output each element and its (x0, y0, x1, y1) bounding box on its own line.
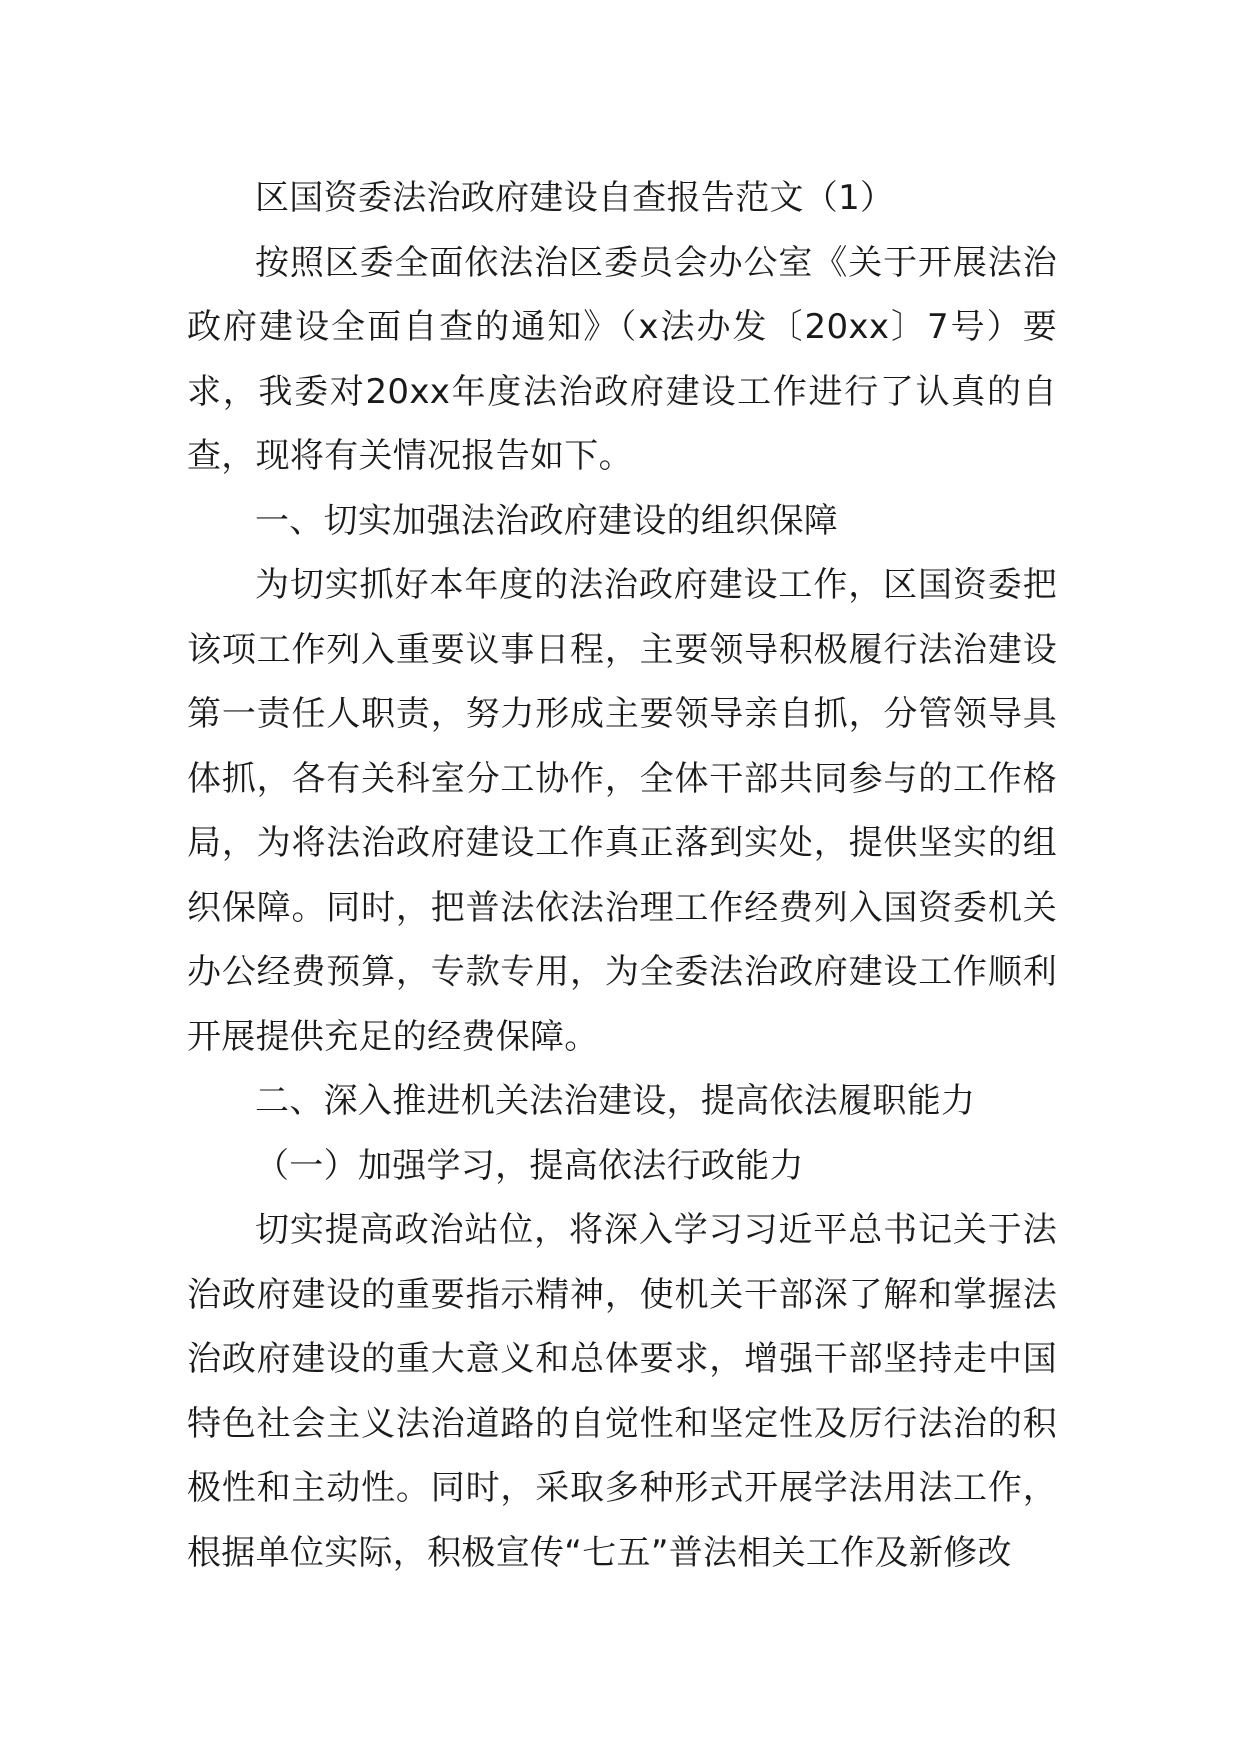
subsection-heading-1: （一）加强学习，提高依法行政能力 (255, 1145, 804, 1186)
section-heading-1: 一、切实加强法治政府建设的组织保障 (255, 500, 839, 541)
paragraph-organization: 为切实抓好本年度的法治政府建设工作，区国资委把该项工作列入重要议事日程，主要领导积极履行法治建设第一责任人职责，努力形成主要领导亲自抓，分管领导具体抓，各有关科室分工协作，全体干部共同参与的工作格局，为将法治政府建设工作真正落到实处，提供坚实的组织保障。同时，把普法依法治理工作经费列入国资委机关办公经费预算，专款专用，为全委法治政府建设工作顺利开展提供充足的经费保障。 (187, 565, 1057, 1057)
document-title: 区国资委法治政府建设自查报告范文（1） (255, 178, 895, 218)
paragraph-intro: 按照区委全面依法治区委员会办公室《关于开展法治政府建设全面自查的通知》（x法办发〔20xx〕7号）要求，我委对20xx年度法治政府建设工作进行了认真的自查，现将有关情况报告如下。 (187, 242, 1057, 476)
paragraph-study: 切实提高政治站位，将深入学习习近平总书记关于法治政府建设的重要指示精神，使机关干部深了解和掌握法治政府建设的重大意义和总体要求，增强干部坚持走中国特色社会主义法治道路的自觉性和坚定性及厉行法治的积极性和主动性。同时，采取多种形式开展学法用法工作，根据单位实际，积极宣传“七五”普法相关工作及新修改 (187, 1210, 1057, 1573)
document-body (187, 166, 1057, 1585)
section-heading-2: 二、深入推进机关法治建设，提高依法履职能力 (255, 1081, 976, 1121)
